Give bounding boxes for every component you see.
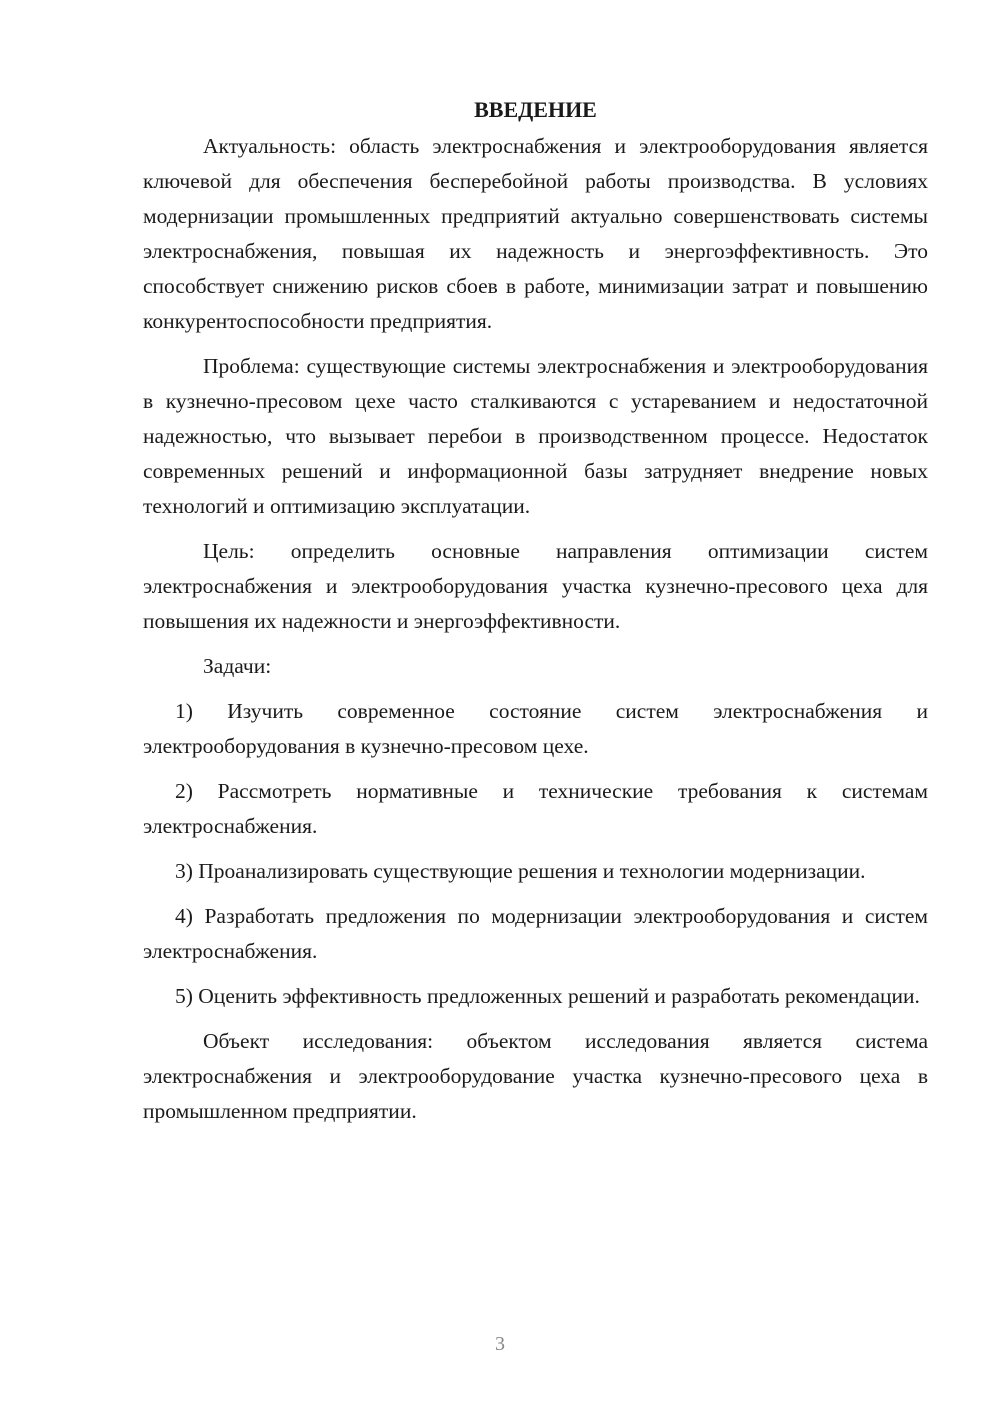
tasks-heading: Задачи: xyxy=(203,654,272,678)
task-item-4: 4) Разработать предложения по модернизации электрооборудования и систем электроснабжения. xyxy=(143,904,928,963)
task-item-2: 2) Рассмотреть нормативные и технические требования к системам электроснабжения. xyxy=(143,779,928,838)
problem-paragraph: Проблема: существующие системы электроснабжения и электрооборудования в кузнечно-пресовом цехе часто сталкиваются с устареванием и недостаточной надежностью, что вызывает перебои в производственном процессе. Недостаток современных решений и информационной базы затрудняет внедрение новых технологий и оптимизацию эксплуатации. xyxy=(143,354,928,518)
task-item-5: 5) Оценить эффективность предложенных решений и разработать рекомендации. xyxy=(175,984,920,1008)
page-number: 3 xyxy=(495,1333,505,1355)
document-page xyxy=(143,92,928,1139)
relevance-paragraph: Актуальность: область электроснабжения и электрооборудования является ключевой для обеспечения бесперебойной работы производства. В условиях модернизации промышленных предприятий актуально совершенствовать системы электроснабжения, повышая их надежность и энергоэффективность. Это способствует снижению рисков сбоев в работе, минимизации затрат и повышению конкурентоспособности предприятия. xyxy=(143,134,928,333)
section-title: ВВЕДЕНИЕ xyxy=(474,97,597,122)
object-paragraph: Объект исследования: объектом исследования является система электроснабжения и электрооборудование участка кузнечно-пресового цеха в промышленном предприятии. xyxy=(143,1029,928,1123)
task-item-3: 3) Проанализировать существующие решения и технологии модернизации. xyxy=(175,859,866,883)
task-item-1: 1) Изучить современное состояние систем электроснабжения и электрооборудования в кузнечно-пресовом цехе. xyxy=(143,699,928,758)
goal-paragraph: Цель: определить основные направления оптимизации систем электроснабжения и электрооборудования участка кузнечно-пресового цеха для повышения их надежности и энергоэффективности. xyxy=(143,539,928,633)
